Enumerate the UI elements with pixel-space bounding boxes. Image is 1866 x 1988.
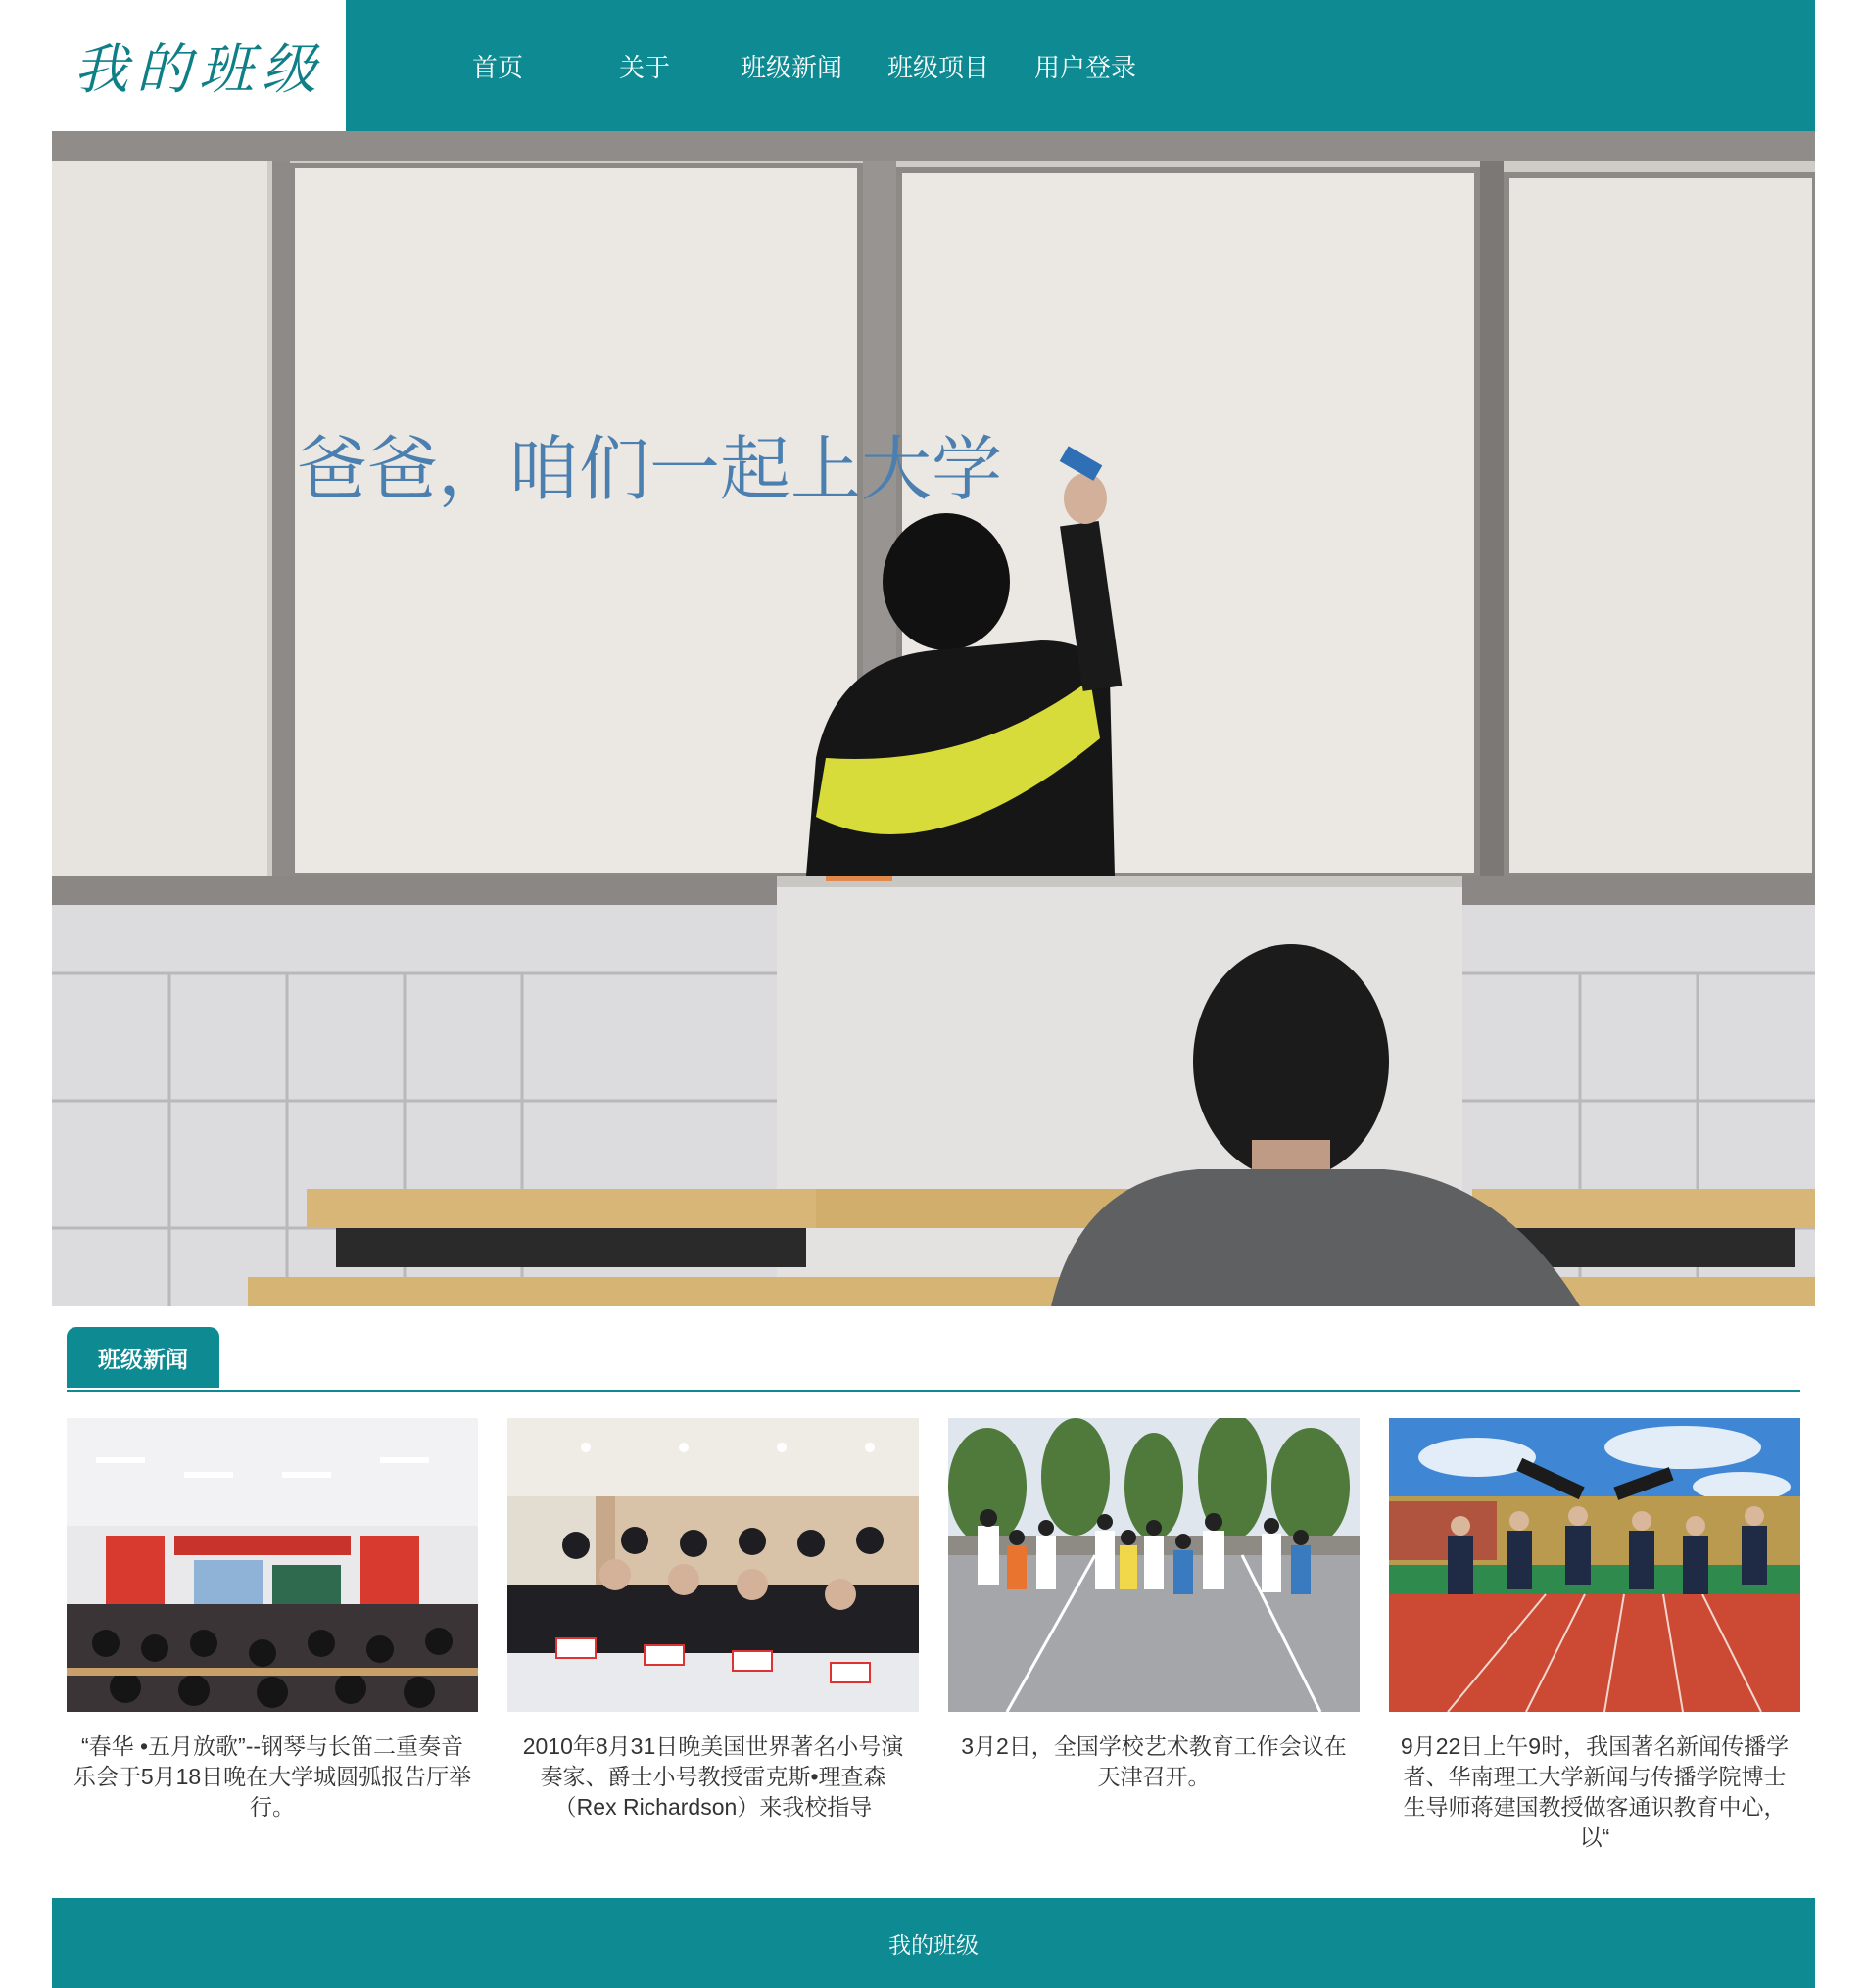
news-card-image[interactable] [948,1418,1360,1712]
news-card[interactable] [507,1418,919,1822]
main-nav [424,0,1159,131]
nav-item-class-news[interactable]: 班级新闻 [740,52,842,82]
news-card-image[interactable] [67,1418,478,1712]
hero-banner-image [52,131,1815,1306]
news-card[interactable] [67,1418,478,1822]
logo[interactable] [52,0,346,131]
track-jumping-photo [1389,1418,1800,1712]
news-card[interactable] [1389,1418,1800,1853]
news-card-image[interactable] [1389,1418,1800,1712]
news-section-tab[interactable]: 班级新闻 [67,1327,219,1388]
meeting-photo [507,1418,919,1712]
news-card-caption[interactable]: 2010年8月31日晚美国世界著名小号演奏家、爵士小号教授雷克斯•理查森（Rex Richardson）来我校指导 [522,1733,904,1820]
news-card-caption[interactable]: “春华 •五月放歌”--钢琴与长笛二重奏音乐会于5月18日晚在大学城圆弧报告厅举行。 [72,1733,472,1820]
site-footer [52,1898,1815,1988]
nav-item-user-login[interactable]: 用户登录 [1033,52,1136,82]
footer-text: 我的班级 [888,1931,979,1958]
hero-illustration [52,131,1815,1306]
news-section-header [67,1327,1800,1392]
page [52,0,1815,1988]
site-header [52,0,1815,131]
lecture-hall-photo [67,1418,478,1712]
news-card-list [67,1418,1800,1869]
news-card-image[interactable] [507,1418,919,1712]
nav-item-home[interactable]: 首页 [471,52,523,82]
board-writing: 爸爸，咱们一起上大学 [297,428,1003,510]
news-card-caption[interactable]: 3月2日，全国学校艺术教育工作会议在天津召开。 [961,1733,1347,1789]
news-card-caption[interactable]: 9月22日上午9时，我国著名新闻传播学者、华南理工大学新闻与传播学院博士生导师蒋建国教授做客通识教育中心，以“ [1400,1733,1790,1850]
nav-item-class-projects[interactable]: 班级项目 [886,52,989,82]
logo-text: 我的班级 [73,38,324,102]
news-card[interactable] [948,1418,1360,1792]
nav-item-about[interactable]: 关于 [618,52,670,82]
schoolyard-children-photo [948,1418,1360,1712]
